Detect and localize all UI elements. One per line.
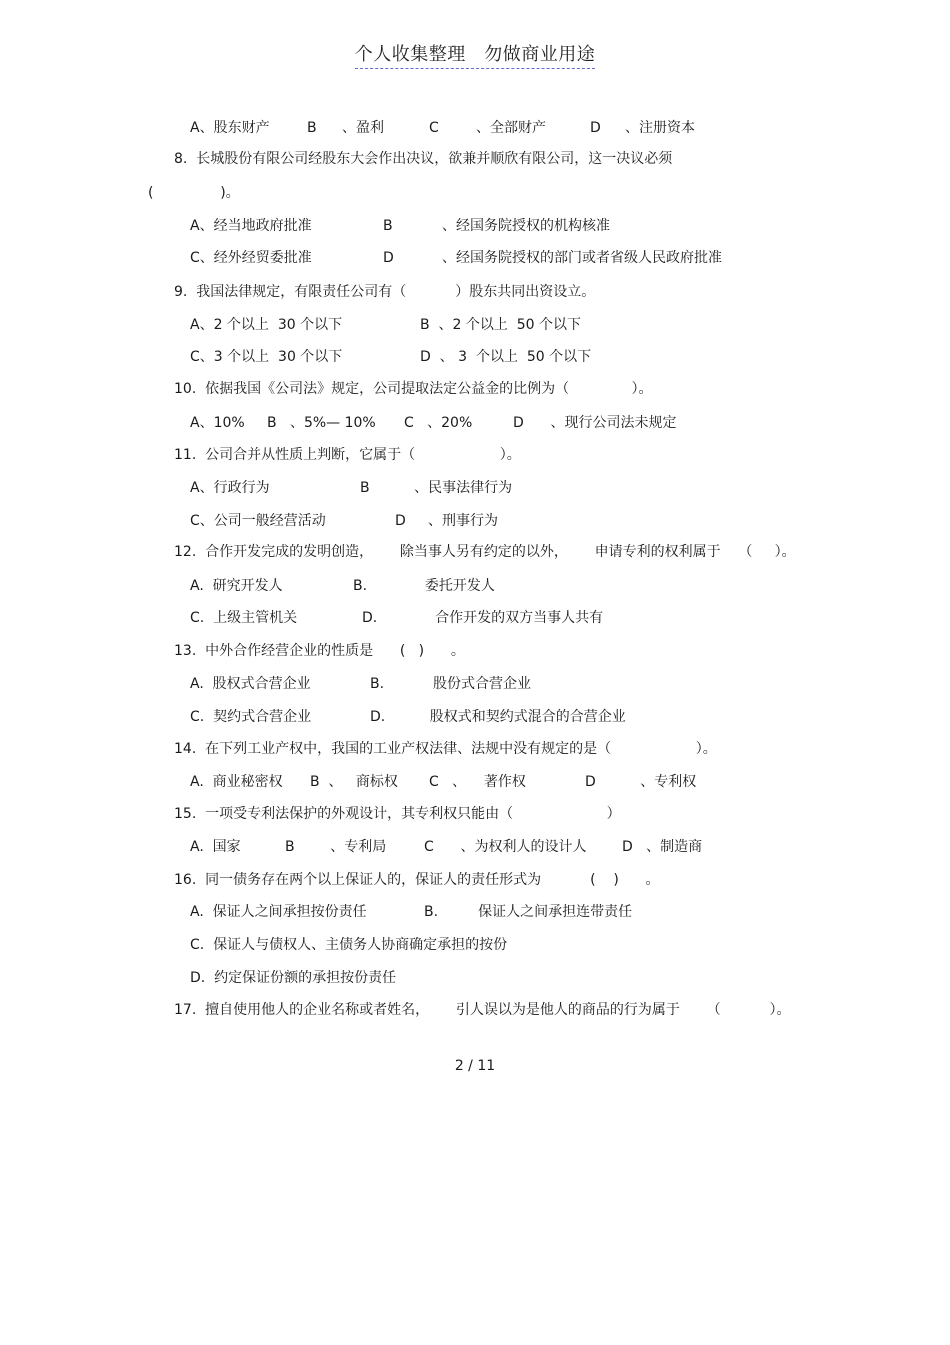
option-b: 、盈利 [342,120,384,136]
question-14: 14. 在下列工业产权中，我国的工业产权法律、法规中没有规定的是（ ）。 [174,741,717,757]
page-header [0,40,950,69]
option-b: B 、民事法律行为 [360,480,513,496]
question-8: 8. 长城股份有限公司经股东大会作出决议，欲兼并顺欣有限公司，这一决议必须 [174,151,673,167]
option-b: B 、5%— 10% [267,415,376,431]
option-c: C 、为权利人的设计人 [424,839,587,855]
option-d: D 、专利权 [585,774,697,790]
option-a: A、经当地政府批准 [190,218,312,234]
header-text: 个人收集整理 勿做商业用途 [355,40,596,69]
option-b: B. 保证人之间承担连带责任 [424,904,633,920]
option-b: B 、 商标权 [310,774,398,790]
option-d: 、注册资本 [625,120,695,136]
question-9: 9. 我国法律规定，有限责任公司有（ ）股东共同出资设立。 [174,284,596,300]
question-13: 13. 中外合作经营企业的性质是 ( ) 。 [174,643,465,659]
option-a: A、2 个以上 30 个以下 [190,317,343,333]
option-a: A. 研究开发人 [190,578,283,594]
option-c: 、全部财产 [476,120,546,136]
option-d-letter: D [590,120,601,136]
option-d: D 、 3 个以上 50 个以下 [420,349,592,365]
option-a: A. 国家 [190,839,241,855]
option-d: D. 约定保证份额的承担按份责任 [190,970,397,986]
question-16: 16. 同一债务存在两个以上保证人的，保证人的责任形式为 ( ) 。 [174,872,660,888]
option-c: C 、 著作权 [429,774,526,790]
option-a: A. 股权式合营企业 [190,676,311,692]
option-d: D 、刑事行为 [395,513,499,529]
option-a: A、股东财产 [190,120,270,136]
option-b: 、经国务院授权的机构核准 [442,218,610,234]
option-c: C 、20% [404,415,473,431]
option-b: B 、2 个以上 50 个以下 [420,317,582,333]
option-b-letter: B [307,120,317,136]
option-d: D 、制造商 [622,839,703,855]
question-10: 10. 依据我国《公司法》规定，公司提取法定公益金的比例为（ ）。 [174,381,653,397]
option-c: C. 上级主管机关 [190,610,298,626]
question-11: 11. 公司合并从性质上判断，它属于（ ）。 [174,447,521,463]
option-a: A. 商业秘密权 [190,774,283,790]
option-c: C、公司一般经营活动 [190,513,326,529]
option-c: C、3 个以上 30 个以下 [190,349,343,365]
option-c: C. 保证人与债权人、主债务人协商确定承担的按份 [190,937,508,953]
option-a: A、10% [190,415,245,431]
question-17: 17. 擅自使用他人的企业名称或者姓名， 引人误以为是他人的商品的行为属于 （ ）。 [174,1002,791,1018]
option-d: D. 股权式和契约式混合的合营企业 [370,709,626,725]
option-d: D. 合作开发的双方当事人共有 [362,610,604,626]
question-15: 15. 一项受专利法保护的外观设计，其专利权只能由（ ） [174,806,621,822]
option-c-letter: C [429,120,439,136]
option-d: 、经国务院授权的部门或者省级人民政府批准 [442,250,722,266]
page-number: 2 / 11 [454,1058,496,1074]
option-d-letter: D [383,250,394,266]
option-d: D 、现行公司法未规定 [513,415,677,431]
option-b: B 、专利局 [285,839,387,855]
option-b: B. 委托开发人 [353,578,495,594]
option-c: C. 契约式合营企业 [190,709,312,725]
question-12: 12. 合作开发完成的发明创造， 除当事人另有约定的以外， 申请专利的权利属于 （ ）。 [174,544,796,560]
question-8-continued: ( )。 [148,185,240,201]
option-a: A、行政行为 [190,480,270,496]
option-b-letter: B [383,218,393,234]
option-a: A. 保证人之间承担按份责任 [190,904,367,920]
option-c: C、经外经贸委批准 [190,250,312,266]
option-b: B. 股份式合营企业 [370,676,532,692]
